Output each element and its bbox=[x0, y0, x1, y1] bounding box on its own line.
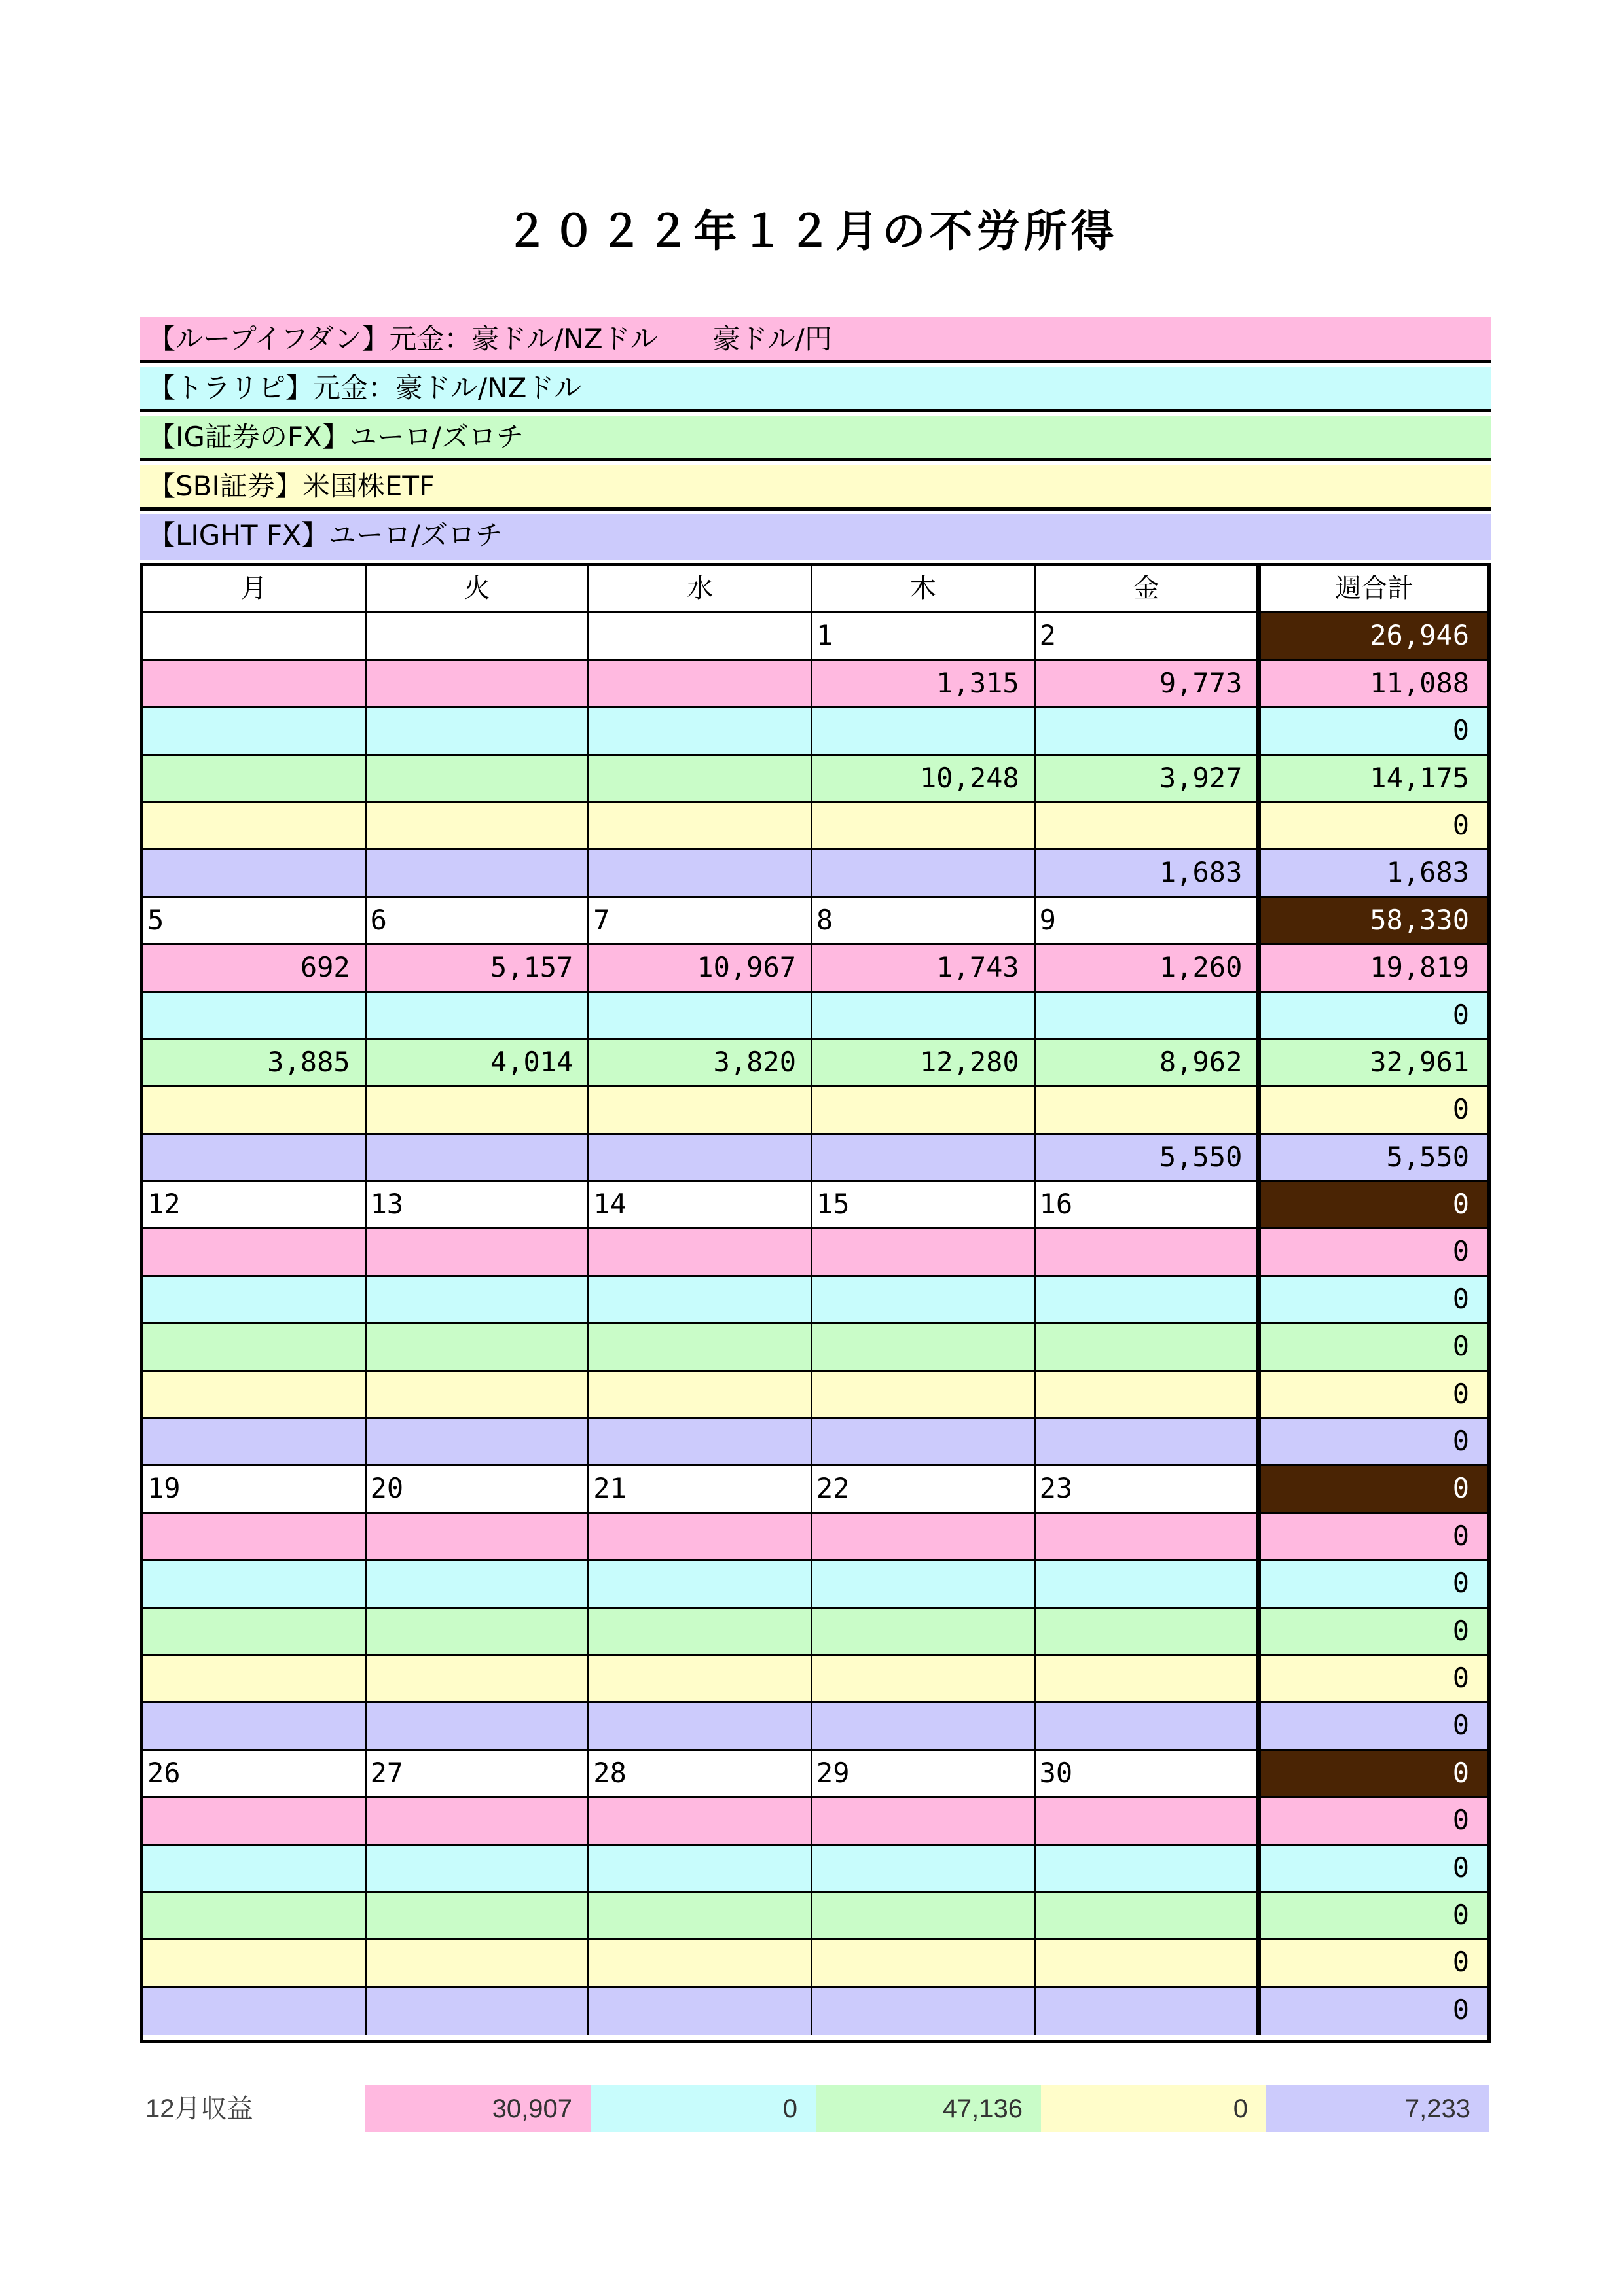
income-cell: 1,315 bbox=[812, 661, 1036, 708]
income-cell bbox=[812, 1893, 1036, 1940]
row-total-cell: 0 bbox=[1258, 1514, 1487, 1561]
income-cell: 1,683 bbox=[1036, 850, 1259, 897]
income-cell bbox=[812, 850, 1036, 897]
income-cell bbox=[812, 1798, 1036, 1845]
legend-ig-fx: 【IG証券のFX】ユーロ/ズロチ bbox=[140, 416, 1491, 461]
week-date-row bbox=[143, 1182, 1487, 1229]
income-cell bbox=[589, 1561, 812, 1608]
income-cell bbox=[367, 1372, 590, 1419]
income-cell bbox=[1036, 1893, 1259, 1940]
income-row-loop-ifdone bbox=[143, 661, 1487, 708]
income-cell bbox=[589, 708, 812, 755]
income-cell bbox=[812, 1846, 1036, 1893]
income-cell bbox=[367, 756, 590, 803]
income-cell bbox=[812, 993, 1036, 1040]
header-fri: 金 bbox=[1036, 566, 1259, 613]
date-cell: 1 bbox=[812, 613, 1036, 660]
header-mon: 月 bbox=[143, 566, 367, 613]
income-cell bbox=[1036, 1988, 1259, 2035]
income-cell: 5,550 bbox=[1036, 1135, 1259, 1182]
income-cell bbox=[143, 1940, 367, 1987]
row-total-cell: 0 bbox=[1258, 1372, 1487, 1419]
date-cell: 12 bbox=[143, 1182, 367, 1229]
income-cell bbox=[367, 1561, 590, 1608]
date-cell: 13 bbox=[367, 1182, 590, 1229]
income-cell bbox=[143, 1846, 367, 1893]
income-cell: 5,157 bbox=[367, 945, 590, 992]
income-row-trarepi bbox=[143, 708, 1487, 755]
summary-sbi-etf: 0 bbox=[1041, 2085, 1266, 2132]
income-cell bbox=[1036, 993, 1259, 1040]
income-cell bbox=[367, 1988, 590, 2035]
income-cell bbox=[1036, 1609, 1259, 1656]
income-cell bbox=[812, 1514, 1036, 1561]
income-cell bbox=[143, 756, 367, 803]
legend-sbi-etf: 【SBI証券】米国株ETF bbox=[140, 465, 1491, 511]
date-cell: 9 bbox=[1036, 898, 1259, 945]
row-total-cell: 14,175 bbox=[1258, 756, 1487, 803]
row-total-cell: 5,550 bbox=[1258, 1135, 1487, 1182]
date-cell: 2 bbox=[1036, 613, 1259, 660]
income-row-trarepi bbox=[143, 1277, 1487, 1324]
income-cell: 9,773 bbox=[1036, 661, 1259, 708]
income-row-ig-fx bbox=[143, 1893, 1487, 1940]
row-total-cell: 0 bbox=[1258, 993, 1487, 1040]
row-total-cell: 0 bbox=[1258, 1893, 1487, 1940]
income-cell bbox=[143, 1656, 367, 1703]
income-row-trarepi bbox=[143, 1846, 1487, 1893]
income-cell bbox=[367, 1656, 590, 1703]
income-cell: 4,014 bbox=[367, 1040, 590, 1087]
income-row-sbi-etf bbox=[143, 1940, 1487, 1987]
income-cell bbox=[812, 1229, 1036, 1276]
income-cell bbox=[812, 1419, 1036, 1466]
income-row-sbi-etf bbox=[143, 803, 1487, 850]
date-cell: 21 bbox=[589, 1466, 812, 1513]
income-cell bbox=[143, 1135, 367, 1182]
income-cell bbox=[367, 993, 590, 1040]
income-cell bbox=[812, 1656, 1036, 1703]
income-cell bbox=[589, 1135, 812, 1182]
date-cell: 14 bbox=[589, 1182, 812, 1229]
income-cell bbox=[589, 993, 812, 1040]
income-cell bbox=[812, 1135, 1036, 1182]
income-cell bbox=[1036, 1798, 1259, 1845]
income-cell: 10,248 bbox=[812, 756, 1036, 803]
income-cell bbox=[1036, 803, 1259, 850]
income-cell bbox=[143, 1324, 367, 1371]
income-row-ig-fx bbox=[143, 756, 1487, 803]
row-total-cell: 0 bbox=[1258, 1656, 1487, 1703]
income-cell bbox=[589, 756, 812, 803]
income-cell bbox=[143, 1087, 367, 1134]
income-cell bbox=[1036, 1087, 1259, 1134]
page-title: ２０２２年１２月の不労所得 bbox=[505, 206, 1118, 257]
summary-loop-ifdone: 30,907 bbox=[365, 2085, 591, 2132]
date-cell bbox=[143, 613, 367, 660]
income-cell bbox=[367, 1135, 590, 1182]
income-cell bbox=[812, 1087, 1036, 1134]
income-row-light-fx bbox=[143, 1135, 1487, 1182]
row-total-cell: 0 bbox=[1258, 1277, 1487, 1324]
summary-ig-fx: 47,136 bbox=[816, 2085, 1041, 2132]
income-row-sbi-etf bbox=[143, 1656, 1487, 1703]
week-total-cell: 0 bbox=[1258, 1751, 1487, 1798]
income-cell bbox=[367, 1324, 590, 1371]
income-cell bbox=[589, 1940, 812, 1987]
income-cell: 10,967 bbox=[589, 945, 812, 992]
row-total-cell: 11,088 bbox=[1258, 661, 1487, 708]
income-cell bbox=[812, 1561, 1036, 1608]
income-row-sbi-etf bbox=[143, 1087, 1487, 1134]
income-cell bbox=[812, 1988, 1036, 2035]
income-row-loop-ifdone bbox=[143, 945, 1487, 992]
income-cell bbox=[589, 1798, 812, 1845]
income-cell bbox=[367, 1087, 590, 1134]
row-total-cell: 0 bbox=[1258, 1798, 1487, 1845]
income-cell bbox=[143, 708, 367, 755]
income-cell bbox=[367, 1229, 590, 1276]
row-total-cell: 32,961 bbox=[1258, 1040, 1487, 1087]
income-cell bbox=[589, 1703, 812, 1750]
income-row-light-fx bbox=[143, 1703, 1487, 1750]
income-cell bbox=[589, 1372, 812, 1419]
income-cell bbox=[1036, 1561, 1259, 1608]
legend-light-fx: 【LIGHT FX】ユーロ/ズロチ bbox=[140, 514, 1491, 560]
income-cell bbox=[589, 1514, 812, 1561]
income-cell bbox=[589, 1229, 812, 1276]
row-total-cell: 0 bbox=[1258, 708, 1487, 755]
date-cell: 22 bbox=[812, 1466, 1036, 1513]
income-cell: 1,743 bbox=[812, 945, 1036, 992]
income-cell bbox=[367, 708, 590, 755]
week-date-row bbox=[143, 1751, 1487, 1798]
income-cell bbox=[143, 1988, 367, 2035]
income-cell: 692 bbox=[143, 945, 367, 992]
income-row-trarepi bbox=[143, 1561, 1487, 1608]
header-wed: 水 bbox=[589, 566, 812, 613]
income-cell bbox=[589, 1609, 812, 1656]
income-cell bbox=[367, 661, 590, 708]
income-cell bbox=[812, 1277, 1036, 1324]
date-cell: 5 bbox=[143, 898, 367, 945]
income-cell bbox=[367, 1419, 590, 1466]
row-total-cell: 0 bbox=[1258, 1609, 1487, 1656]
income-cell bbox=[1036, 1846, 1259, 1893]
summary-trarepi: 0 bbox=[591, 2085, 816, 2132]
income-cell bbox=[367, 1703, 590, 1750]
date-cell: 23 bbox=[1036, 1466, 1259, 1513]
week-total-cell: 26,946 bbox=[1258, 613, 1487, 660]
date-cell: 7 bbox=[589, 898, 812, 945]
date-cell bbox=[589, 613, 812, 660]
income-cell bbox=[143, 1798, 367, 1845]
income-cell bbox=[1036, 1277, 1259, 1324]
income-row-ig-fx bbox=[143, 1040, 1487, 1087]
row-total-cell: 0 bbox=[1258, 1703, 1487, 1750]
date-cell: 30 bbox=[1036, 1751, 1259, 1798]
income-cell bbox=[589, 661, 812, 708]
row-total-cell: 0 bbox=[1258, 1087, 1487, 1134]
income-cell bbox=[1036, 708, 1259, 755]
date-cell: 27 bbox=[367, 1751, 590, 1798]
income-cell bbox=[143, 1372, 367, 1419]
date-cell: 20 bbox=[367, 1466, 590, 1513]
income-cell bbox=[367, 803, 590, 850]
income-row-loop-ifdone bbox=[143, 1798, 1487, 1845]
weekday-header-row bbox=[143, 566, 1487, 613]
row-total-cell: 0 bbox=[1258, 803, 1487, 850]
date-cell bbox=[367, 613, 590, 660]
date-cell: 19 bbox=[143, 1466, 367, 1513]
income-cell: 3,927 bbox=[1036, 756, 1259, 803]
date-cell: 15 bbox=[812, 1182, 1036, 1229]
income-cell bbox=[812, 1703, 1036, 1750]
income-cell bbox=[367, 1940, 590, 1987]
income-row-loop-ifdone bbox=[143, 1514, 1487, 1561]
income-cell bbox=[812, 1324, 1036, 1371]
income-cell bbox=[367, 850, 590, 897]
income-cell: 8,962 bbox=[1036, 1040, 1259, 1087]
income-cell bbox=[143, 803, 367, 850]
income-cell bbox=[1036, 1372, 1259, 1419]
income-cell: 3,885 bbox=[143, 1040, 367, 1087]
income-cell bbox=[589, 1656, 812, 1703]
week-date-row bbox=[143, 613, 1487, 660]
income-cell bbox=[589, 1277, 812, 1324]
row-total-cell: 0 bbox=[1258, 1940, 1487, 1987]
row-total-cell: 0 bbox=[1258, 1988, 1487, 2035]
date-cell: 26 bbox=[143, 1751, 367, 1798]
income-cell bbox=[143, 1609, 367, 1656]
income-row-loop-ifdone bbox=[143, 1229, 1487, 1276]
header-thu: 木 bbox=[812, 566, 1036, 613]
income-cell bbox=[143, 1229, 367, 1276]
income-cell bbox=[812, 1372, 1036, 1419]
income-row-trarepi bbox=[143, 993, 1487, 1040]
income-cell bbox=[812, 1940, 1036, 1987]
income-cell bbox=[589, 1988, 812, 2035]
income-cell bbox=[589, 1324, 812, 1371]
row-total-cell: 19,819 bbox=[1258, 945, 1487, 992]
income-row-light-fx bbox=[143, 1988, 1487, 2035]
income-cell bbox=[367, 1514, 590, 1561]
income-cell bbox=[1036, 1940, 1259, 1987]
date-cell: 28 bbox=[589, 1751, 812, 1798]
income-cell bbox=[143, 1561, 367, 1608]
row-total-cell: 0 bbox=[1258, 1324, 1487, 1371]
income-cell bbox=[589, 1419, 812, 1466]
income-cell: 12,280 bbox=[812, 1040, 1036, 1087]
income-cell bbox=[143, 993, 367, 1040]
income-cell bbox=[1036, 1324, 1259, 1371]
income-cell bbox=[143, 1419, 367, 1466]
monthly-summary bbox=[140, 2085, 1489, 2132]
income-cell bbox=[812, 803, 1036, 850]
income-cell bbox=[589, 850, 812, 897]
row-total-cell: 0 bbox=[1258, 1229, 1487, 1276]
income-cell: 3,820 bbox=[589, 1040, 812, 1087]
week-date-row bbox=[143, 1466, 1487, 1513]
income-row-ig-fx bbox=[143, 1609, 1487, 1656]
date-cell: 8 bbox=[812, 898, 1036, 945]
income-cell bbox=[367, 1846, 590, 1893]
income-cell bbox=[1036, 1229, 1259, 1276]
income-cell bbox=[367, 1609, 590, 1656]
date-cell: 6 bbox=[367, 898, 590, 945]
income-cell bbox=[1036, 1656, 1259, 1703]
header-weekly-total: 週合計 bbox=[1258, 566, 1487, 613]
row-total-cell: 0 bbox=[1258, 1561, 1487, 1608]
date-cell: 29 bbox=[812, 1751, 1036, 1798]
week-total-cell: 0 bbox=[1258, 1182, 1487, 1229]
income-cell bbox=[367, 1893, 590, 1940]
income-cell bbox=[589, 803, 812, 850]
income-cell bbox=[812, 708, 1036, 755]
income-cell bbox=[812, 1609, 1036, 1656]
header-tue: 火 bbox=[367, 566, 590, 613]
legend-trarepi: 【トラリピ】元金：豪ドル/NZドル bbox=[140, 367, 1491, 412]
income-row-light-fx bbox=[143, 1419, 1487, 1466]
row-total-cell: 0 bbox=[1258, 1846, 1487, 1893]
income-cell: 1,260 bbox=[1036, 945, 1259, 992]
income-row-sbi-etf bbox=[143, 1372, 1487, 1419]
income-cell bbox=[1036, 1419, 1259, 1466]
week-total-cell: 58,330 bbox=[1258, 898, 1487, 945]
income-cell bbox=[143, 1277, 367, 1324]
income-cell bbox=[367, 1798, 590, 1845]
date-cell: 16 bbox=[1036, 1182, 1259, 1229]
income-cell bbox=[589, 1846, 812, 1893]
week-date-row bbox=[143, 898, 1487, 945]
income-cell bbox=[143, 1514, 367, 1561]
income-row-ig-fx bbox=[143, 1324, 1487, 1371]
income-cell bbox=[589, 1893, 812, 1940]
row-total-cell: 1,683 bbox=[1258, 850, 1487, 897]
week-total-cell: 0 bbox=[1258, 1466, 1487, 1513]
income-cell bbox=[143, 661, 367, 708]
income-cell bbox=[1036, 1514, 1259, 1561]
income-cell bbox=[143, 1703, 367, 1750]
income-calendar-table bbox=[140, 563, 1491, 2043]
income-cell bbox=[143, 850, 367, 897]
income-cell bbox=[367, 1277, 590, 1324]
income-cell bbox=[589, 1087, 812, 1134]
row-total-cell: 0 bbox=[1258, 1419, 1487, 1466]
income-cell bbox=[143, 1893, 367, 1940]
income-row-light-fx bbox=[143, 850, 1487, 897]
income-cell bbox=[1036, 1703, 1259, 1750]
summary-light-fx: 7,233 bbox=[1266, 2085, 1489, 2132]
legend-loop-ifdone: 【ループイフダン】元金：豪ドル/NZドル 豪ドル/円 bbox=[140, 317, 1491, 363]
summary-label: 12月収益 bbox=[145, 2094, 253, 2123]
